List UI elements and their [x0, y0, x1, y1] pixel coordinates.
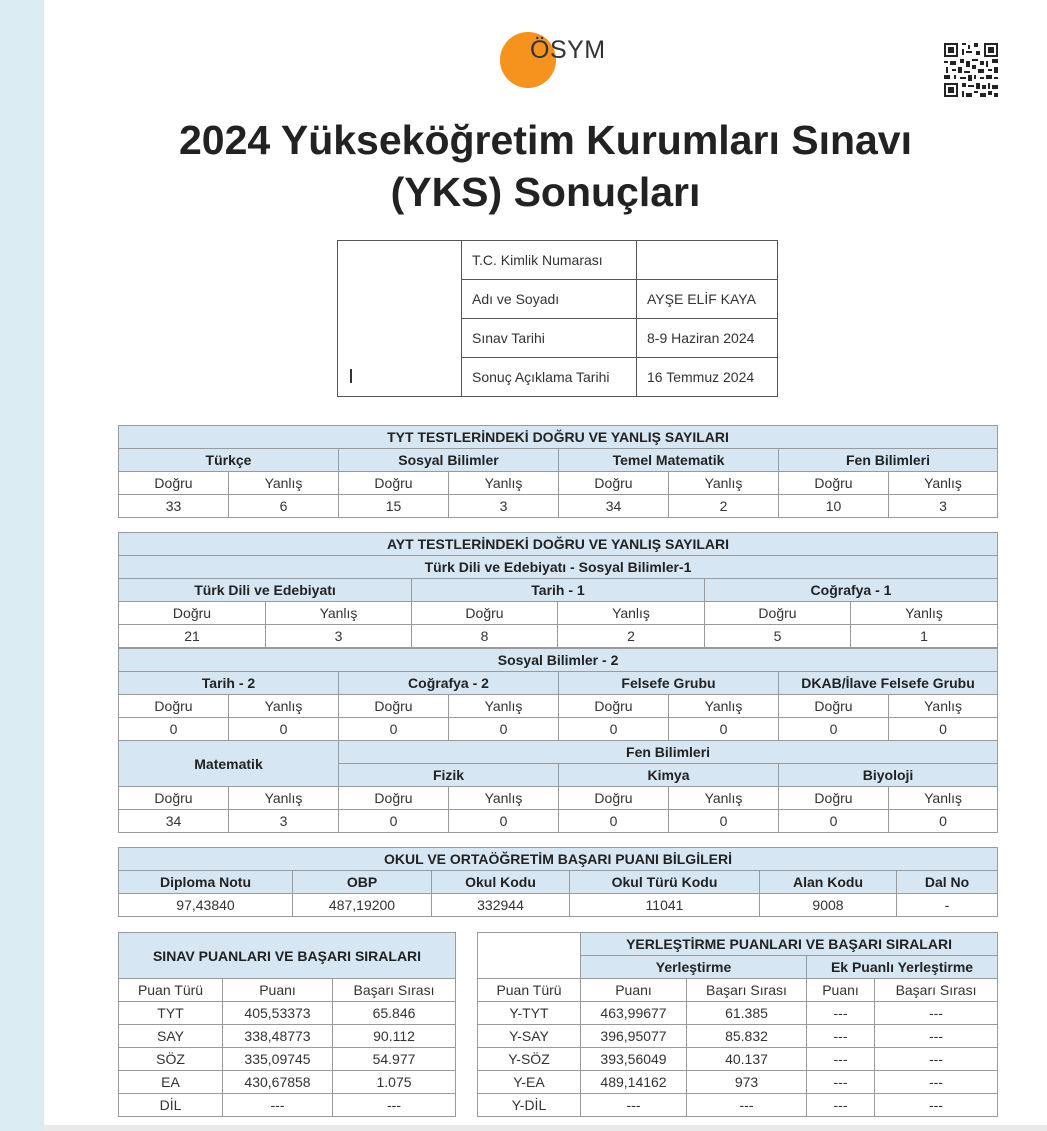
obp-header: Okul Kodu — [432, 871, 570, 894]
ayt-math-header: Matematik — [119, 741, 339, 787]
sinav-header: Puan Türü — [119, 979, 223, 1002]
ayt-table-1 — [118, 532, 998, 648]
basari-sirasi: --- — [333, 1094, 456, 1117]
ayt-table-2 — [118, 648, 998, 833]
yerlestirme-blank-header — [478, 933, 581, 979]
dogru-value: 0 — [339, 718, 449, 741]
dogru-value: 0 — [119, 718, 229, 741]
yanlis-label: Yanlış — [229, 472, 339, 495]
puan-turu: SAY — [119, 1025, 223, 1048]
sinav-header: Başarı Sırası — [333, 979, 456, 1002]
identity-row — [462, 280, 778, 319]
puan: --- — [223, 1094, 333, 1117]
puan: 335,09745 — [223, 1048, 333, 1071]
dogru-value: 21 — [119, 625, 266, 648]
yerlestirme-header: Puanı — [581, 979, 687, 1002]
identity-row — [462, 241, 778, 280]
yanlis-label: Yanlış — [229, 695, 339, 718]
basari-sirasi: 1.075 — [333, 1071, 456, 1094]
identity-row — [462, 319, 778, 358]
basari-sirasi: 65.846 — [333, 1002, 456, 1025]
yanlis-value: 0 — [889, 718, 998, 741]
dogru-value: 34 — [559, 495, 669, 518]
yanlis-label: Yanlış — [449, 472, 559, 495]
dogru-value: 0 — [339, 810, 449, 833]
table-row — [478, 1002, 998, 1025]
identity-value: AYŞE ELİF KAYA — [637, 280, 778, 319]
puan: 396,95077 — [581, 1025, 687, 1048]
dogru-label: Doğru — [779, 787, 889, 810]
yanlis-value: 0 — [669, 810, 779, 833]
basari-sirasi: 973 — [687, 1071, 807, 1094]
ayt-subject-header: Coğrafya - 1 — [705, 579, 998, 602]
yanlis-value: 3 — [229, 810, 339, 833]
dogru-value: 10 — [779, 495, 889, 518]
page-title-line1: 2024 Yükseköğretim Kurumları Sınavı — [178, 117, 912, 163]
yerlestirme-sub2: Ek Puanlı Yerleştirme — [807, 956, 998, 979]
ek-basari-sirasi: --- — [875, 1002, 998, 1025]
puan-turu: Y-SAY — [478, 1025, 581, 1048]
yanlis-value: 6 — [229, 495, 339, 518]
ayt-subject-header: Felsefe Grubu — [559, 672, 779, 695]
tyt-subject-header: Türkçe — [119, 449, 339, 472]
obp-header: Okul Türü Kodu — [570, 871, 760, 894]
dogru-value: 34 — [119, 810, 229, 833]
dogru-label: Doğru — [119, 602, 266, 625]
dogru-label: Doğru — [559, 787, 669, 810]
dogru-label: Doğru — [779, 695, 889, 718]
basari-sirasi: 85.832 — [687, 1025, 807, 1048]
obp-table — [118, 847, 998, 917]
dogru-label: Doğru — [412, 602, 558, 625]
dogru-label: Doğru — [119, 695, 229, 718]
obp-value: - — [897, 894, 998, 917]
photo-box — [337, 240, 462, 397]
puan: 405,53373 — [223, 1002, 333, 1025]
puan: 489,14162 — [581, 1071, 687, 1094]
ek-puan: --- — [807, 1002, 875, 1025]
ayt-subject-header: Tarih - 1 — [412, 579, 705, 602]
identity-label: Sonuç Açıklama Tarihi — [462, 358, 637, 397]
basari-sirasi: 54.977 — [333, 1048, 456, 1071]
ayt-subject-header: Kimya — [559, 764, 779, 787]
yanlis-label: Yanlış — [266, 602, 412, 625]
ayt-subject-header: Biyoloji — [779, 764, 998, 787]
basari-sirasi: 40.137 — [687, 1048, 807, 1071]
ek-basari-sirasi: --- — [875, 1071, 998, 1094]
yanlis-value: 0 — [449, 718, 559, 741]
yanlis-label: Yanlış — [558, 602, 705, 625]
yanlis-label: Yanlış — [889, 695, 998, 718]
yanlis-label: Yanlış — [851, 602, 998, 625]
yanlis-value: 0 — [449, 810, 559, 833]
identity-label: Adı ve Soyadı — [462, 280, 637, 319]
yanlis-label: Yanlış — [449, 695, 559, 718]
identity-row — [462, 358, 778, 397]
obp-header: Dal No — [897, 871, 998, 894]
puan: --- — [581, 1094, 687, 1117]
puan-turu: SÖZ — [119, 1048, 223, 1071]
yanlis-label: Yanlış — [229, 787, 339, 810]
puan-turu: Y-TYT — [478, 1002, 581, 1025]
puan-turu: Y-DİL — [478, 1094, 581, 1117]
tyt-subject-header: Fen Bilimleri — [779, 449, 998, 472]
obp-value: 11041 — [570, 894, 760, 917]
ek-basari-sirasi: --- — [875, 1048, 998, 1071]
ayt-title: AYT TESTLERİNDEKİ DOĞRU VE YANLIŞ SAYILARI — [119, 533, 998, 556]
osym-logo — [500, 32, 630, 92]
ayt-group2-title: Sosyal Bilimler - 2 — [119, 649, 998, 672]
page-title — [44, 114, 1047, 218]
puan-turu: Y-EA — [478, 1071, 581, 1094]
sinav-puanlari-table — [118, 932, 456, 1117]
ayt-subject-header: Coğrafya - 2 — [339, 672, 559, 695]
ek-puan: --- — [807, 1025, 875, 1048]
yanlis-value: 0 — [669, 718, 779, 741]
ek-basari-sirasi: --- — [875, 1025, 998, 1048]
ek-puan: --- — [807, 1071, 875, 1094]
basari-sirasi: 61.385 — [687, 1002, 807, 1025]
ayt-subject-header: DKAB/İlave Felsefe Grubu — [779, 672, 998, 695]
obp-value: 332944 — [432, 894, 570, 917]
identity-value: 16 Temmuz 2024 — [637, 358, 778, 397]
tyt-table — [118, 425, 998, 518]
ek-puan: --- — [807, 1048, 875, 1071]
puan-turu: EA — [119, 1071, 223, 1094]
dogru-value: 5 — [705, 625, 851, 648]
table-row — [119, 1002, 456, 1025]
obp-title: OKUL VE ORTAÖĞRETİM BAŞARI PUANI BİLGİLERİ — [119, 848, 998, 871]
ayt-fen-title: Fen Bilimleri — [339, 741, 998, 764]
dogru-label: Doğru — [705, 602, 851, 625]
sinav-title: SINAV PUANLARI VE BAŞARI SIRALARI — [119, 933, 456, 979]
yanlis-label: Yanlış — [889, 787, 998, 810]
dogru-value: 33 — [119, 495, 229, 518]
ek-basari-sirasi: --- — [875, 1094, 998, 1117]
table-row — [119, 1025, 456, 1048]
puan-turu: DİL — [119, 1094, 223, 1117]
table-row — [119, 1094, 456, 1117]
yanlis-value: 2 — [558, 625, 705, 648]
yerlestirme-header: Başarı Sırası — [687, 979, 807, 1002]
dogru-value: 0 — [779, 718, 889, 741]
puan-turu: Y-SÖZ — [478, 1048, 581, 1071]
yanlis-value: 3 — [449, 495, 559, 518]
puan: 338,48773 — [223, 1025, 333, 1048]
obp-value: 487,19200 — [293, 894, 432, 917]
yanlis-value: 3 — [266, 625, 412, 648]
identity-value — [637, 241, 778, 280]
table-row — [119, 1048, 456, 1071]
table-row — [478, 1094, 998, 1117]
identity-table — [461, 240, 778, 397]
puan: 430,67858 — [223, 1071, 333, 1094]
identity-label: T.C. Kimlik Numarası — [462, 241, 637, 280]
yanlis-value: 2 — [669, 495, 779, 518]
yerlestirme-table — [477, 932, 998, 1117]
dogru-label: Doğru — [339, 472, 449, 495]
ayt-subject-header: Fizik — [339, 764, 559, 787]
dogru-label: Doğru — [559, 695, 669, 718]
puan-turu: TYT — [119, 1002, 223, 1025]
table-row — [478, 1071, 998, 1094]
tyt-title: TYT TESTLERİNDEKİ DOĞRU VE YANLIŞ SAYILARI — [119, 426, 998, 449]
ayt-group1-title: Türk Dili ve Edebiyatı - Sosyal Bilimler-1 — [119, 556, 998, 579]
ek-puan: --- — [807, 1094, 875, 1117]
obp-header: Alan Kodu — [760, 871, 897, 894]
yanlis-value: 0 — [889, 810, 998, 833]
identity-value: 8-9 Haziran 2024 — [637, 319, 778, 358]
left-margin-strip — [0, 0, 44, 1131]
dogru-label: Doğru — [119, 787, 229, 810]
obp-header: Diploma Notu — [119, 871, 293, 894]
dogru-value: 15 — [339, 495, 449, 518]
table-row — [119, 1071, 456, 1094]
photo-mark — [350, 369, 352, 383]
dogru-value: 0 — [559, 810, 669, 833]
yerlestirme-sub1: Yerleştirme — [581, 956, 807, 979]
dogru-label: Doğru — [339, 695, 449, 718]
sinav-header: Puanı — [223, 979, 333, 1002]
dogru-label: Doğru — [339, 787, 449, 810]
qr-code-icon — [944, 43, 998, 97]
page-title-line2: (YKS) Sonuçları — [390, 169, 701, 215]
yanlis-label: Yanlış — [889, 472, 998, 495]
obp-value: 97,43840 — [119, 894, 293, 917]
yerlestirme-header: Başarı Sırası — [875, 979, 998, 1002]
identity-label: Sınav Tarihi — [462, 319, 637, 358]
obp-header: OBP — [293, 871, 432, 894]
yerlestirme-header: Puan Türü — [478, 979, 581, 1002]
yanlis-label: Yanlış — [669, 472, 779, 495]
puan: 393,56049 — [581, 1048, 687, 1071]
dogru-label: Doğru — [559, 472, 669, 495]
yanlis-label: Yanlış — [449, 787, 559, 810]
dogru-value: 0 — [559, 718, 669, 741]
yanlis-label: Yanlış — [669, 787, 779, 810]
yerlestirme-title: YERLEŞTİRME PUANLARI VE BAŞARI SIRALARI — [581, 933, 998, 956]
yanlis-value: 0 — [229, 718, 339, 741]
dogru-label: Doğru — [779, 472, 889, 495]
basari-sirasi: --- — [687, 1094, 807, 1117]
yerlestirme-header: Puanı — [807, 979, 875, 1002]
dogru-label: Doğru — [119, 472, 229, 495]
logo-text: ÖSYM — [530, 36, 606, 64]
ayt-subject-header: Türk Dili ve Edebiyatı — [119, 579, 412, 602]
yanlis-label: Yanlış — [669, 695, 779, 718]
tyt-subject-header: Temel Matematik — [559, 449, 779, 472]
basari-sirasi: 90.112 — [333, 1025, 456, 1048]
yanlis-value: 3 — [889, 495, 998, 518]
table-row — [478, 1048, 998, 1071]
puan: 463,99677 — [581, 1002, 687, 1025]
table-row — [478, 1025, 998, 1048]
ayt-subject-header: Tarih - 2 — [119, 672, 339, 695]
obp-value: 9008 — [760, 894, 897, 917]
dogru-value: 8 — [412, 625, 558, 648]
dogru-value: 0 — [779, 810, 889, 833]
bottom-margin-strip — [44, 1125, 1047, 1131]
tyt-subject-header: Sosyal Bilimler — [339, 449, 559, 472]
yanlis-value: 1 — [851, 625, 998, 648]
